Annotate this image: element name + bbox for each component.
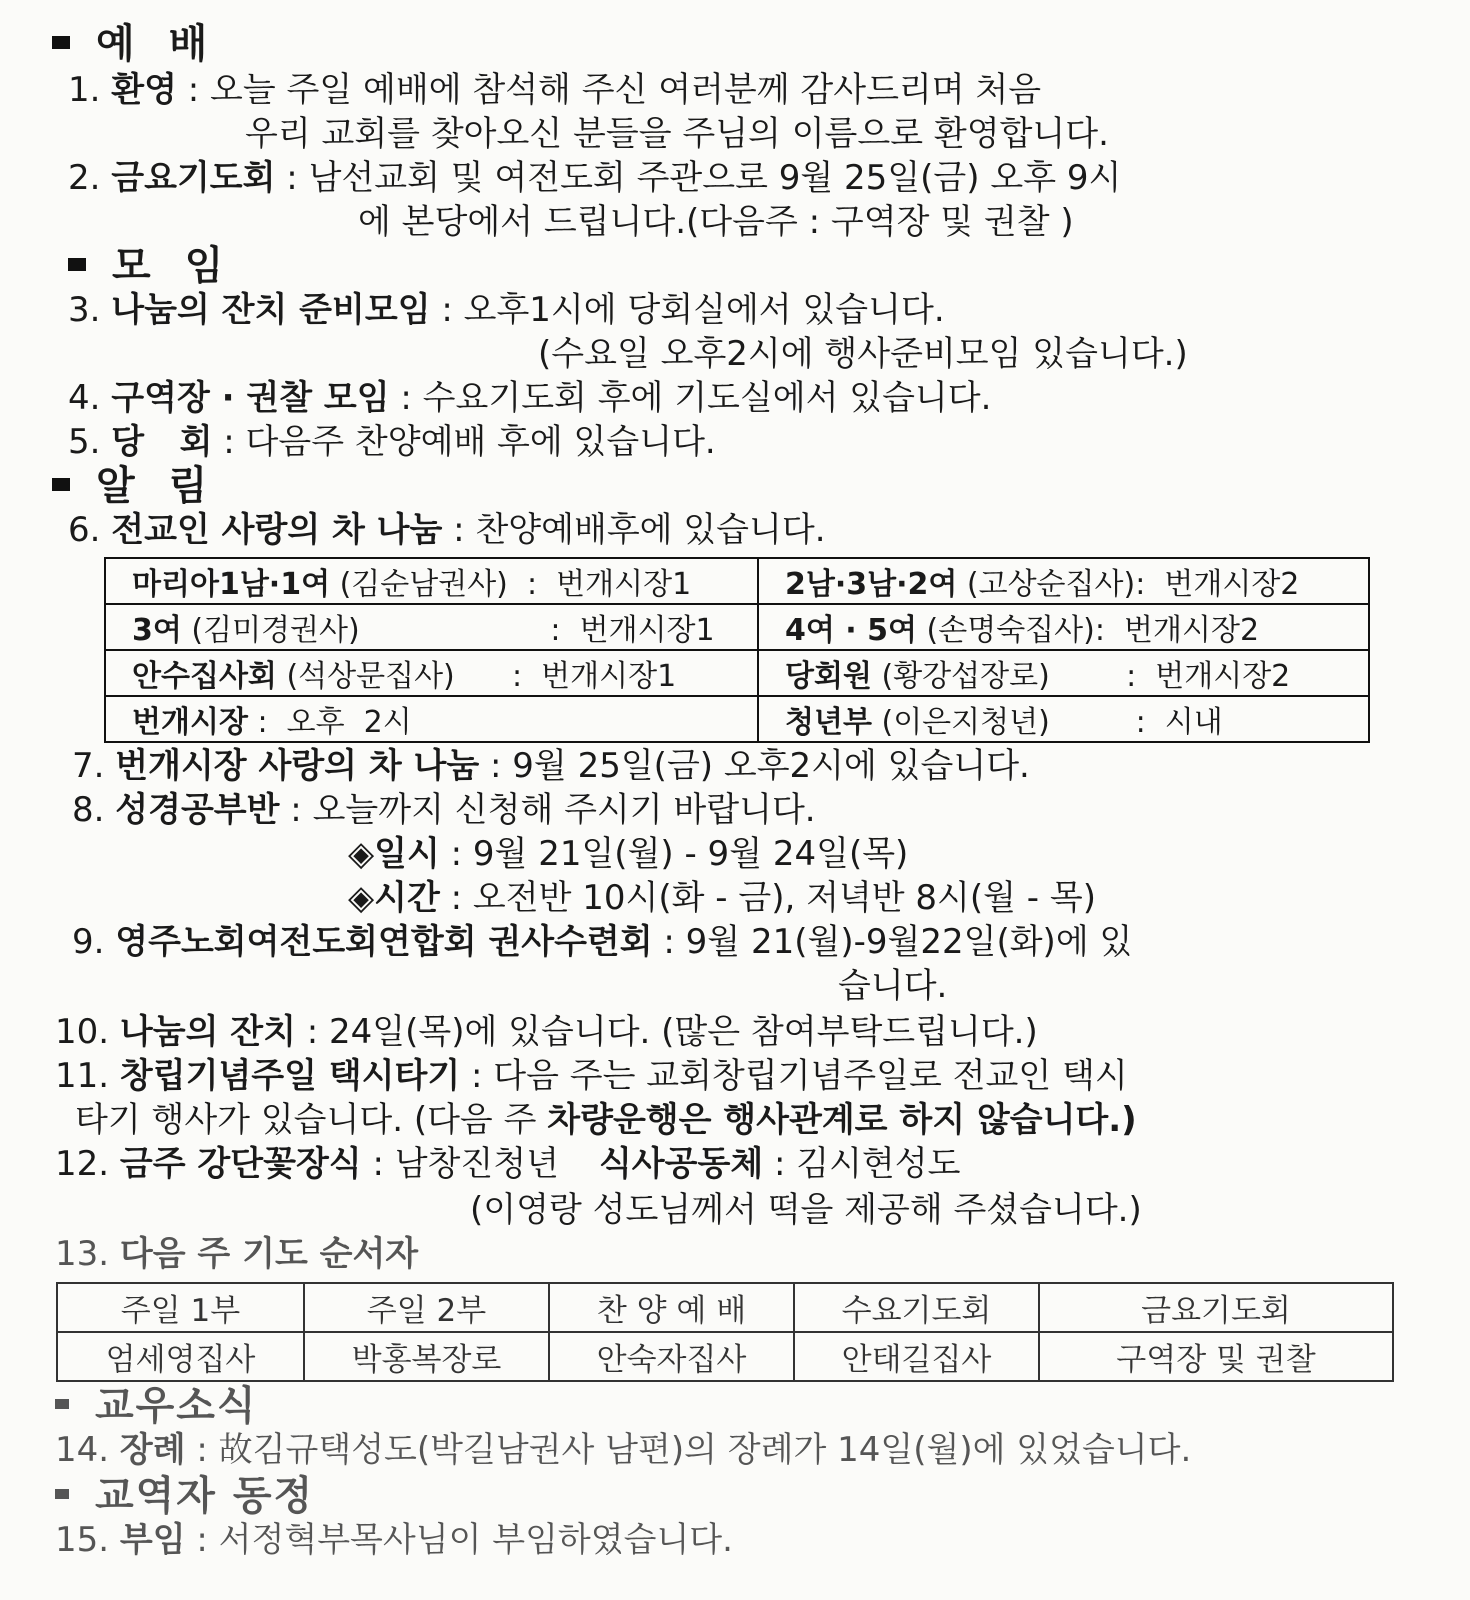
item-3-line2: (수요일 오후2시에 행사준비모임 있습니다.) xyxy=(538,334,1188,374)
item-number: 13. xyxy=(55,1234,110,1274)
item-number: 12. xyxy=(55,1144,110,1184)
item-9 xyxy=(72,920,1132,964)
bullet-square-icon xyxy=(68,258,86,271)
item-15 xyxy=(55,1518,733,1562)
time-label: ◈시간 xyxy=(348,878,440,918)
table-header-cell: 찬 양 예 배 xyxy=(549,1283,794,1332)
item-number: 3. xyxy=(68,290,101,330)
item-14 xyxy=(55,1428,1191,1472)
item-text: : 남창진청년 xyxy=(361,1144,559,1184)
time-value: : 오전반 10시(화 - 금), 저녁반 8시(월 - 목) xyxy=(439,878,1096,918)
table-row xyxy=(105,650,1369,696)
bullet-square-icon xyxy=(52,478,70,491)
table-cell: 박홍복장로 xyxy=(304,1332,549,1381)
section-members-news-heading: 교우소식 xyxy=(55,1384,258,1428)
item-text: : 수요기도회 후에 기도실에서 있습니다. xyxy=(389,378,992,418)
item-number: 4. xyxy=(68,378,101,418)
item-11-line2: 타기 행사가 있습니다. (다음 주 차량운행은 행사관계로 하지 않습니다.) xyxy=(75,1100,1137,1140)
item-text: : 24일(목)에 있습니다. (많은 참여부탁드립니다.) xyxy=(295,1012,1038,1052)
table-header-cell: 주일 2부 xyxy=(304,1283,549,1332)
item-13 xyxy=(55,1232,418,1276)
bullet-square-icon xyxy=(55,1399,69,1409)
table-cell: 3여 (김미경권사) : 번개시장1 xyxy=(105,604,758,650)
table-row xyxy=(57,1332,1393,1381)
table-header-cell: 주일 1부 xyxy=(57,1283,304,1332)
item-text-2: : 김시현성도 xyxy=(763,1144,961,1184)
table-cell: 안숙자집사 xyxy=(549,1332,794,1381)
item-title: 장례 xyxy=(119,1430,186,1470)
table-cell: 4여 · 5여 (손명숙집사): 번개시장2 xyxy=(758,604,1369,650)
item-1-line2: 우리 교회를 찾아오신 분들을 주님의 이름으로 환영합니다. xyxy=(245,114,1109,154)
item-8-time xyxy=(348,876,1096,920)
table-cell: 안태길집사 xyxy=(794,1332,1039,1381)
item-text: : 9월 25일(금) 오후2시에 있습니다. xyxy=(479,746,1030,786)
table-cell: 구역장 및 권찰 xyxy=(1039,1332,1393,1381)
item-8-date xyxy=(348,832,908,876)
item-3 xyxy=(68,288,945,332)
table-cell: 청년부 (이은지청년) : 시내 xyxy=(758,696,1369,742)
item-title: 금주 강단꽃장식 xyxy=(119,1144,362,1184)
item-text: : 다음주 찬양예배 후에 있습니다. xyxy=(212,422,716,462)
item-title-2: 식사공동체 xyxy=(598,1144,764,1184)
item-2-line2: 에 본당에서 드립니다.(다음주 : 구역장 및 권찰 ) xyxy=(358,202,1074,242)
item-title: 전교인 사랑의 차 나눔 xyxy=(111,510,443,550)
item-number: 10. xyxy=(55,1012,110,1052)
item-number: 15. xyxy=(55,1520,110,1560)
section-meeting-heading: 모 임 xyxy=(68,244,233,288)
item-number: 2. xyxy=(68,158,101,198)
item-title: 나눔의 잔치 xyxy=(119,1012,296,1052)
item-title: 당 회 xyxy=(111,422,213,462)
item-title: 다음 주 기도 순서자 xyxy=(119,1234,419,1274)
date-label: ◈일시 xyxy=(348,834,440,874)
item-title: 성경공부반 xyxy=(115,790,280,830)
item-number: 8. xyxy=(72,790,105,830)
table-cell: 안수집사회 (석상문집사) : 번개시장1 xyxy=(105,650,758,696)
table-header-row xyxy=(57,1283,1393,1332)
item-text: : 남선교회 및 여전도회 주관으로 9월 25일(금) 오후 9시 xyxy=(275,158,1122,198)
item-title: 나눔의 잔치 준비모임 xyxy=(111,290,431,330)
table-cell: 2남·3남·2여 (고상순집사): 번개시장2 xyxy=(758,558,1369,604)
table-cell: 번개시장 : 오후 2시 xyxy=(105,696,758,742)
section-notice-heading: 알 림 xyxy=(52,464,217,508)
item-title: 금요기도회 xyxy=(111,158,276,198)
table-header-cell: 금요기도회 xyxy=(1039,1283,1393,1332)
table-cell: 엄세영집사 xyxy=(57,1332,304,1381)
item-number: 14. xyxy=(55,1430,110,1470)
table-row xyxy=(105,558,1369,604)
item-title: 번개시장 사랑의 차 나눔 xyxy=(115,746,480,786)
item-title: 환영 xyxy=(111,70,177,110)
item-text: : 오늘까지 신청해 주시기 바랍니다. xyxy=(279,790,816,830)
item-1 xyxy=(68,68,1041,112)
prayer-order-table xyxy=(56,1282,1394,1382)
item-text: : 故김규택성도(박길남권사 남편)의 장례가 14일(월)에 있었습니다. xyxy=(185,1430,1192,1470)
table-row xyxy=(105,696,1369,742)
item-9-line2: 습니다. xyxy=(838,966,948,1006)
item-5 xyxy=(68,420,716,464)
table-cell: 당회원 (황강섭장로) : 번개시장2 xyxy=(758,650,1369,696)
table-header-cell: 수요기도회 xyxy=(794,1283,1039,1332)
item-number: 6. xyxy=(68,510,101,550)
item-title: 부임 xyxy=(119,1520,186,1560)
item-2 xyxy=(68,156,1121,200)
table-cell: 마리아1남·1여 (김순남권사) : 번개시장1 xyxy=(105,558,758,604)
item-8 xyxy=(72,788,816,832)
car-sharing-table xyxy=(104,557,1370,743)
item-12 xyxy=(55,1142,960,1186)
item-text: : 서정혁부목사님이 부임하였습니다. xyxy=(185,1520,733,1560)
item-6 xyxy=(68,508,826,552)
item-number: 7. xyxy=(72,746,105,786)
item-title: 구역장 · 권찰 모임 xyxy=(111,378,390,418)
item-number: 5. xyxy=(68,422,101,462)
item-12-line2: (이영랑 성도님께서 떡을 제공해 주셨습니다.) xyxy=(470,1190,1142,1230)
date-value: : 9월 21일(월) - 9월 24일(목) xyxy=(439,834,909,874)
item-10 xyxy=(55,1010,1038,1054)
bullet-square-icon xyxy=(52,36,70,49)
item-text: : 오늘 주일 예배에 참석해 주신 여러분께 감사드리며 처음 xyxy=(176,70,1042,110)
item-11 xyxy=(55,1054,1128,1098)
item-text: : 오후1시에 당회실에서 있습니다. xyxy=(430,290,945,330)
item-text: : 9월 21(월)-9월22일(화)에 있 xyxy=(652,922,1133,962)
item-number: 9. xyxy=(72,922,105,962)
item-text: : 다음 주는 교회창립기념주일로 전교인 택시 xyxy=(460,1056,1128,1096)
bullet-square-icon xyxy=(55,1489,69,1499)
section-worship-heading: 예 배 xyxy=(52,22,217,66)
item-number: 11. xyxy=(55,1056,110,1096)
section-ministers-news-heading: 교역자 동정 xyxy=(55,1474,314,1518)
item-number: 1. xyxy=(68,70,101,110)
item-7 xyxy=(72,744,1030,788)
item-title: 영주노회여전도회연합회 권사수련회 xyxy=(115,922,653,962)
item-title: 창립기념주일 택시타기 xyxy=(119,1056,461,1096)
table-row xyxy=(105,604,1369,650)
item-4 xyxy=(68,376,991,420)
item-text: : 찬양예배후에 있습니다. xyxy=(442,510,826,550)
